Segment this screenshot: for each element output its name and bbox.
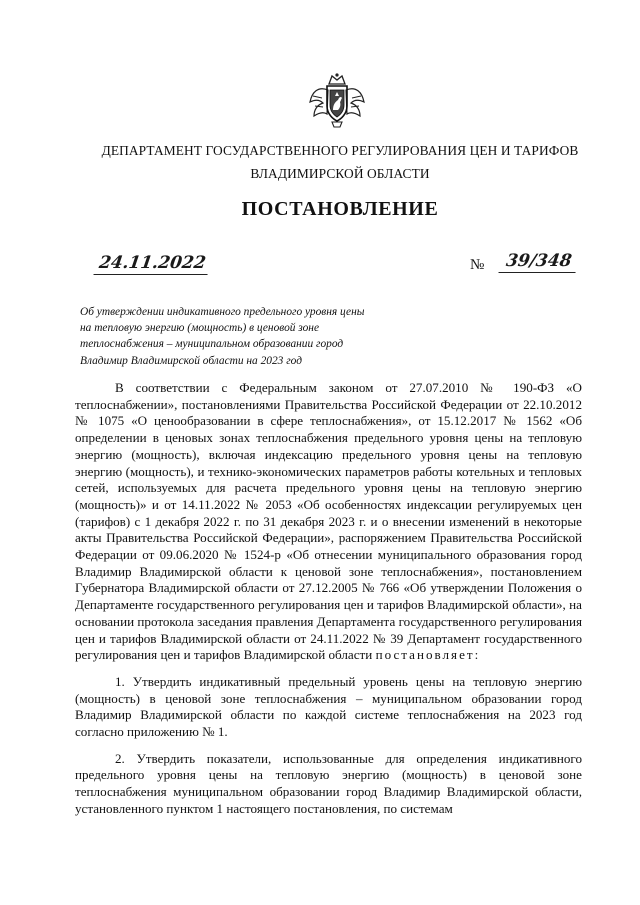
document-title: ПОСТАНОВЛЕНИЕ	[241, 198, 439, 220]
decree-word: постановляет:	[375, 647, 481, 663]
department-name-line1: ДЕПАРТАМЕНТ ГОСУДАРСТВЕННОГО РЕГУЛИРОВАНИЯ ЦЕН И ТАРИФОВ	[101, 143, 579, 158]
item-2-paragraph: 2. Утвердить показатели, использованные для определения индикативного предельного уровня цены на тепловую энергию (мощность) в ценовой зоне теплоснабжения муниципальном образовании город Владимир Владимирской области, установленного пунктом 1 настоящего постановления, по системам	[75, 750, 582, 816]
document-body	[75, 380, 582, 818]
number-sign: №	[470, 257, 485, 273]
document-subject: Об утверждении индикативного предельного уровня цены на тепловую энергию (мощность) в ценовой зоне теплоснабжения – муниципальном образовании город Владимир Владимирской области на 2023 год	[80, 306, 365, 367]
handwritten-date: 24.11.2022	[93, 253, 211, 275]
handwritten-number: 39/348	[498, 251, 578, 273]
coat-of-arms-icon	[308, 72, 366, 130]
item-1-paragraph: 1. Утвердить индикативный предельный уровень цены на тепловую энергию (мощность) в ценовой зоне теплоснабжения – муниципальном образовании город Владимир Владимирской области по каждой системе теплоснабжения на 2023 год согласно приложению № 1.	[75, 673, 582, 740]
preamble-paragraph	[75, 380, 582, 664]
department-name-line2: ВЛАДИМИРСКОЙ ОБЛАСТИ	[250, 166, 430, 181]
preamble-text: В соответствии с Федеральным законом от 27.07.2010 № 190-ФЗ «О теплоснабжении», постановлениями Правительства Российской Федерации от 22.10.2012 № 1075 «О ценообразовании в сфере теплоснабжения», от 15.12.2017 № 1562 «Об определении в ценовых зонах теплоснабжения предельного уровня цены на тепловую энергию (мощность), включая индексацию предельного уровня цены на тепловую энергию (мощность), и технико-экономических параметров работы котельных и тепловых сетей, используемых для расчета предельного уровня цены на тепловую энергию (мощность)» и от 14.11.2022 № 2053 «Об особенностях индексации регулируемых цен (тарифов) с 1 декабря 2022 г. по 31 декабря 2023 г. и о внесении изменений в некоторые акты Правительства Российской Федерации», распоряжением Правительства Российской Федерации от 09.06.2020 № 1524-р «Об отнесении муниципального образования город Владимир Владимирской области к ценовой зоне теплоснабжения», постановлением Губернатора Владимирской области от 27.12.2005 № 766 «Об утверждении Положения о Департаменте государственного регулирования цен и тарифов Владимирской области», на основании протокола заседания правления Департамента государственного регулирования цен и тарифов Владимирской области от 24.11.2022 № 39 Департамент государственного регулирования цен и тарифов Владимирской области	[75, 380, 582, 663]
